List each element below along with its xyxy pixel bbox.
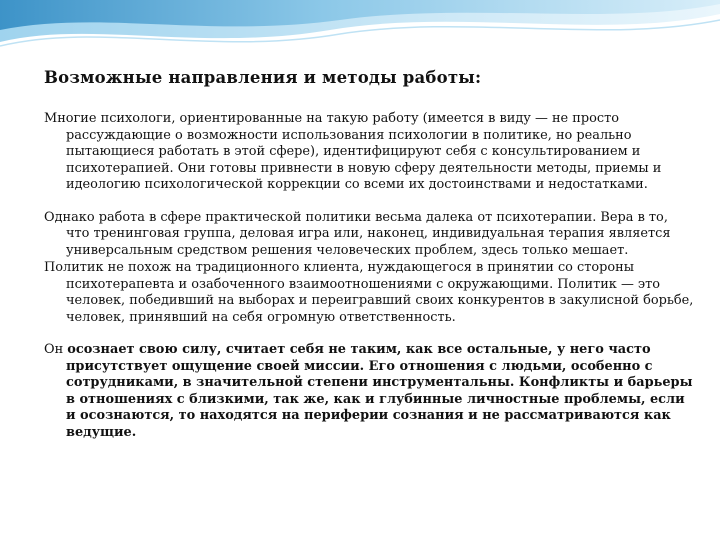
paragraph-4-lead: Он bbox=[44, 342, 68, 357]
paragraph-4-bold: осознает свою силу, считает себя не таким, как все остальные, у него часто присутствует ощущение своей миссии. Его отношения с людьми, особенно с сотрудниками, в значительной степени инструментальны. Конфликты и барьеры в отношениях с близкими, так же, как и глубинные личностные проблемы, если и осознаются, то находятся на периферии сознания и не рассматриваются как ведущие. bbox=[66, 342, 693, 440]
paragraph-1: Многие психологи, ориентированные на такую работу (имеется в виду — не просто рассуждающие о возможности использования психологии в политике, но реально пытающиеся работать в этой сфере), идентифицируют себя с консультированием и психотерапией. Они готовы привнести в новую сферу деятельности методы, приемы и идеологию психологической коррекции со всеми их достоинствами и недостатками. bbox=[44, 111, 662, 192]
decorative-wave-header bbox=[0, 0, 720, 62]
paragraph-4 bbox=[44, 342, 694, 441]
paragraph-3: Политик не похож на традиционного клиента, нуждающегося в принятии со стороны психотерапевта и озабоченного взаимоотношениями с окружающими. Политик — это человек, победивший на выборах и переигравший своих конкурентов в закулисной борьбе, человек, принявший на себя огромную ответственность. bbox=[44, 260, 694, 325]
slide-content bbox=[44, 68, 694, 441]
slide-title: Возможные направления и методы работы: bbox=[44, 68, 482, 87]
paragraph-2: Однако работа в сфере практической политики весьма далека от психотерапии. Вера в то, что тренинговая группа, деловая игра или, наконец, индивидуальная терапия является универсальным средством решения человеческих проблем, здесь только мешает. bbox=[44, 209, 671, 258]
